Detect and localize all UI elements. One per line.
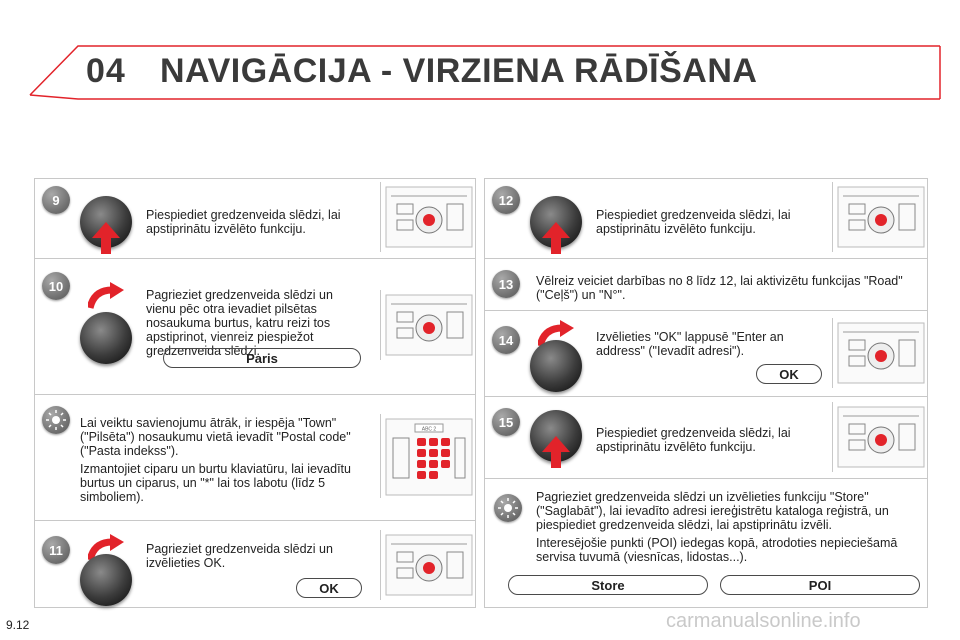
left-tip-para2: Izmantojiet ciparu un burtu klaviatūru, lai ievadītu burtus un ciparus, un "*" lai tos labotu (līdz 5 simboliem). xyxy=(80,462,351,504)
step-badge-13: 13 xyxy=(492,270,520,298)
lightbulb-icon xyxy=(494,494,522,522)
step13-text: Vēlreiz veiciet darbības no 8 līdz 12, lai aktivizētu funkcijas "Road" ("Ceļš") un "N°". xyxy=(536,274,903,302)
keypad-device-image xyxy=(380,414,474,498)
step-badge-10: 10 xyxy=(42,272,70,300)
step10-text: Pagrieziet gredzenveida slēdzi un vienu pēc otra ievadiet pilsētas nosaukuma burtus, katru reizi tos apstiprinot, vienreiz piespiežot gredzenveida slēdzi. xyxy=(146,288,333,358)
watermark: carmanualsonline.info xyxy=(666,610,861,632)
chapter-title: NAVIGĀCIJA - VIRZIENA RĀDĪŠANA xyxy=(160,52,758,90)
step-badge-12: 12 xyxy=(492,186,520,214)
tip-badge xyxy=(42,406,70,434)
device-image-12 xyxy=(832,182,926,252)
ok-pill: OK xyxy=(756,364,822,384)
step-badge-15: 15 xyxy=(492,408,520,436)
keypad-screen-label: ABC 2 xyxy=(421,426,437,433)
arrow-up-icon xyxy=(542,222,570,254)
step12-text: Piespiediet gredzenveida slēdzi, lai apstiprinātu izvēlēto funkciju. xyxy=(596,208,791,236)
knob-rotate-icon xyxy=(80,312,132,364)
divider xyxy=(34,520,476,521)
divider xyxy=(484,310,928,311)
right-tip-text xyxy=(536,490,916,568)
arrow-up-icon xyxy=(92,222,120,254)
knob-rotate-icon xyxy=(80,554,132,606)
step-badge-11: 11 xyxy=(42,536,70,564)
left-tip-para1: Lai veiktu savienojumu ātrāk, ir iespēja "Town" ("Pilsēta") nosaukumu vietā ievadīt "Postal code" ("Pasta indekss"). xyxy=(80,416,351,458)
divider xyxy=(34,258,476,259)
arrow-up-icon xyxy=(542,436,570,468)
step-badge-14: 14 xyxy=(492,326,520,354)
tip-badge xyxy=(494,494,522,522)
device-image-10 xyxy=(380,290,474,360)
right-tip-para1: Pagrieziet gredzenveida slēdzi un izvēlieties funkciju "Store" ("Saglabāt"), lai ievadīto adresi iereģistrētu kataloga reģistrā, un piespiediet gredzenveida slēdzi, lai apstiprinātu izvēli. xyxy=(536,490,889,532)
arrow-rotate-icon xyxy=(88,282,124,310)
divider xyxy=(34,394,476,395)
step9-text: Piespiediet gredzenveida slēdzi, lai apstiprinātu izvēlēto funkciju. xyxy=(146,208,341,236)
device-image-15 xyxy=(832,402,926,472)
chapter-number: 04 xyxy=(86,52,126,90)
step14-text: Izvēlieties "OK" lappusē "Enter an address" ("Ievadīt adresi"). xyxy=(596,330,784,358)
ok-pill: OK xyxy=(296,578,362,598)
page-number: 9.12 xyxy=(6,618,30,632)
step15-text: Piespiediet gredzenveida slēdzi, lai apstiprinātu izvēlēto funkciju. xyxy=(596,426,791,454)
knob-rotate-icon xyxy=(530,340,582,392)
divider xyxy=(484,258,928,259)
store-pill: Store xyxy=(508,575,708,595)
paris-pill: Paris xyxy=(163,348,361,368)
device-image-9 xyxy=(380,182,474,252)
right-tip-para2: Interesējošie punkti (POI) iedegas kopā, atrodoties nepieciešamā servisa tuvumā (viesnīcas, lidostas...). xyxy=(536,536,898,564)
step-badge-9: 9 xyxy=(42,186,70,214)
device-image-14 xyxy=(832,318,926,388)
step11-text: Pagrieziet gredzenveida slēdzi un izvēlieties OK. xyxy=(146,542,333,570)
device-image-11 xyxy=(380,530,474,600)
left-tip-text xyxy=(80,416,368,508)
poi-pill: POI xyxy=(720,575,920,595)
divider xyxy=(484,396,928,397)
lightbulb-icon xyxy=(42,406,70,434)
divider xyxy=(484,478,928,479)
